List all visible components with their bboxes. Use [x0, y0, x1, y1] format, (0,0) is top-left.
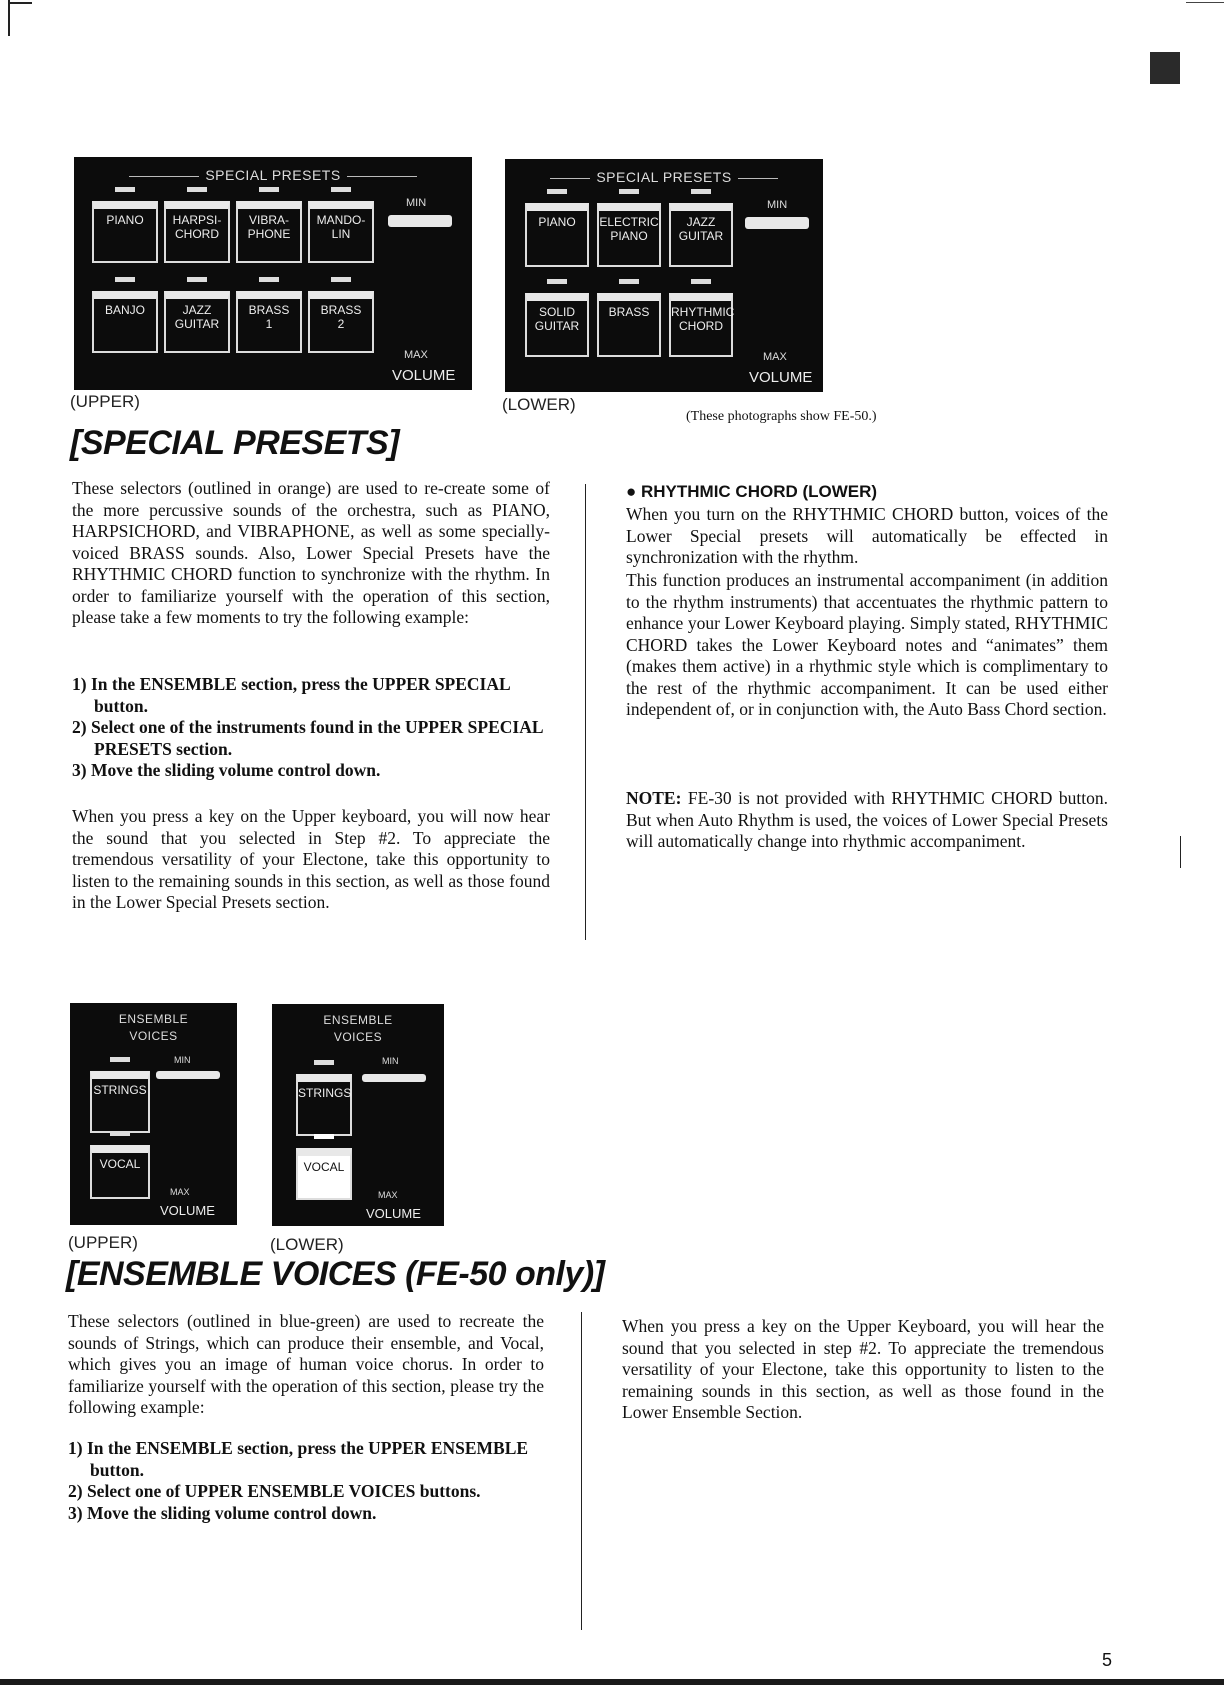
- volume-slider-knob[interactable]: [745, 217, 809, 229]
- volume-label: VOLUME: [160, 1203, 215, 1218]
- rhythmic-chord-paragraph-1: When you turn on the RHYTHMIC CHORD button, voices of the Lower Special presets will automatically be effected in synchronization with the rhythm.: [626, 504, 1108, 567]
- volume-min-label: MIN: [406, 197, 427, 209]
- column-divider: [581, 1312, 582, 1630]
- step-item: 3) Move the sliding volume control down.: [72, 760, 381, 780]
- special-presets-after: When you press a key on the Upper keyboard, you will now hear the sound that you selected in Step #2. To appreciate the tremendous versatility of your Electone, take this opportunity to listen to the remaining sounds in this section, as well as those found in the Lower Special Presets section.: [72, 806, 550, 912]
- vibraphone-button[interactable]: VIBRA- PHONE: [236, 201, 302, 263]
- panel-title: ENSEMBLE VOICES: [323, 1013, 393, 1044]
- volume-slider-knob[interactable]: [388, 215, 452, 227]
- brass-2-button[interactable]: BRASS 2: [308, 291, 374, 353]
- rhythmic-chord-heading: ● RHYTHMIC CHORD (LOWER): [626, 482, 878, 501]
- note-label: NOTE:: [626, 788, 682, 808]
- column-divider: [585, 484, 586, 940]
- volume-max-label: MAX: [170, 1187, 190, 1197]
- volume-max-label: MAX: [378, 1190, 398, 1200]
- corner-mark: [1186, 2, 1224, 3]
- vocal-button[interactable]: VOCAL: [296, 1148, 352, 1200]
- upper-ensemble-voices-panel: [70, 1003, 237, 1225]
- jazz-guitar-button[interactable]: JAZZ GUITAR: [164, 291, 230, 353]
- rhythmic-chord-paragraph-2: This function produces an instrumental accompaniment (in addition to the rhythm instruments) that accentuates the rhythmic pattern to enhance your Lower Keyboard playing. Simply stated, RHYTHMIC CHORD takes the Lower Keyboard notes and “animates” them (makes them active) in a rhythmic style which is complimentary to the rest of the rhythmic accompaniment. It can be used either independent of, or in conjunction with, the Auto Bass Chord section.: [626, 570, 1108, 719]
- ensemble-voices-heading: [ENSEMBLE VOICES (FE-50 only)]: [66, 1255, 605, 1293]
- volume-min-label: MIN: [382, 1056, 399, 1066]
- electric-piano-button[interactable]: ELECTRIC PIANO: [597, 203, 661, 267]
- volume-label: VOLUME: [366, 1206, 421, 1221]
- lower-caption: (LOWER): [502, 395, 576, 414]
- special-presets-intro: These selectors (outlined in orange) are used to re-create some of the more percussive sounds of the orchestra, such as PIANO, HARPSICHORD, and VIBRAPHONE, as well as some specially-voiced BRASS sounds. Also, Lower Special Presets have the RHYTHMIC CHORD function to synchronize with the rhythm. In order to familiarize yourself with the operation of this section, please take a few moments to try the following example:: [72, 478, 550, 627]
- panel-title: SPECIAL PRESETS: [505, 169, 823, 185]
- banjo-button[interactable]: BANJO: [92, 291, 158, 353]
- upper-caption: (UPPER): [68, 1233, 138, 1252]
- brass-1-button[interactable]: BRASS 1: [236, 291, 302, 353]
- piano-button[interactable]: PIANO: [525, 203, 589, 267]
- harpsichord-button[interactable]: HARPSI- CHORD: [164, 201, 230, 263]
- vocal-button[interactable]: VOCAL: [90, 1145, 150, 1199]
- panel-title: SPECIAL PRESETS: [74, 167, 472, 183]
- ensemble-steps: [68, 1438, 544, 1524]
- photo-note: (These photographs show FE-50.): [686, 409, 877, 424]
- volume-max-label: MAX: [763, 351, 787, 363]
- volume-slider-knob[interactable]: [156, 1071, 220, 1079]
- step-item: 1) In the ENSEMBLE section, press the UPPER SPECIAL button.: [72, 674, 510, 716]
- margin-mark: [1180, 836, 1181, 868]
- volume-max-label: MAX: [404, 349, 428, 361]
- special-presets-steps: [72, 674, 550, 782]
- thumb-tab: [1150, 52, 1180, 84]
- corner-mark: [8, 2, 32, 4]
- lower-ensemble-voices-panel: [272, 1004, 444, 1226]
- mandolin-button[interactable]: MANDO- LIN: [308, 201, 374, 263]
- solid-guitar-button[interactable]: SOLID GUITAR: [525, 293, 589, 357]
- step-item: 2) Select one of the instruments found in the UPPER SPECIAL PRESETS section.: [72, 717, 543, 759]
- step-item: 1) In the ENSEMBLE section, press the UPPER ENSEMBLE button.: [68, 1438, 529, 1480]
- special-presets-heading: [SPECIAL PRESETS]: [70, 424, 400, 462]
- rhythmic-chord-note: [626, 788, 1108, 853]
- page-number: 5: [1102, 1650, 1113, 1670]
- upper-special-presets-panel: [74, 157, 472, 390]
- upper-caption: (UPPER): [70, 392, 140, 411]
- lower-caption: (LOWER): [270, 1235, 344, 1254]
- lower-special-presets-panel: [505, 159, 823, 392]
- note-text: FE-30 is not provided with RHYTHMIC CHORD button. But when Auto Rhythm is used, the voices of Lower Special Presets will automatically change into rhythmic accompaniment.: [626, 788, 1108, 851]
- strings-button[interactable]: STRINGS: [296, 1074, 352, 1136]
- ensemble-intro: These selectors (outlined in blue-green) are used to recreate the sounds of Strings, which can produce their ensemble, and Vocal, which gives you an image of human voice chorus. In order to familiarize yourself with the operation of this section, please try the following example:: [68, 1311, 544, 1417]
- corner-mark: [8, 0, 10, 36]
- strings-button[interactable]: STRINGS: [90, 1071, 150, 1133]
- brass-button[interactable]: BRASS: [597, 293, 661, 357]
- step-item: 2) Select one of UPPER ENSEMBLE VOICES buttons.: [68, 1481, 481, 1501]
- bottom-edge-mark: [0, 1679, 1224, 1685]
- volume-min-label: MIN: [174, 1055, 191, 1065]
- volume-slider-knob[interactable]: [362, 1074, 426, 1082]
- volume-min-label: MIN: [767, 199, 788, 211]
- volume-label: VOLUME: [392, 367, 456, 384]
- step-item: 3) Move the sliding volume control down.: [68, 1502, 377, 1523]
- panel-title: ENSEMBLE VOICES: [118, 1012, 189, 1043]
- piano-button[interactable]: PIANO: [92, 201, 158, 263]
- jazz-guitar-button[interactable]: JAZZ GUITAR: [669, 203, 733, 267]
- volume-label: VOLUME: [749, 369, 813, 386]
- rhythmic-chord-button[interactable]: RHYTHMIC CHORD: [669, 293, 733, 357]
- ensemble-after: When you press a key on the Upper Keyboard, you will hear the sound that you selected in step #2. To appreciate the tremendous versatility of your Electone, take this opportunity to listen to the remaining sounds in this section, as well as those found in the Lower Ensemble Section.: [622, 1316, 1104, 1422]
